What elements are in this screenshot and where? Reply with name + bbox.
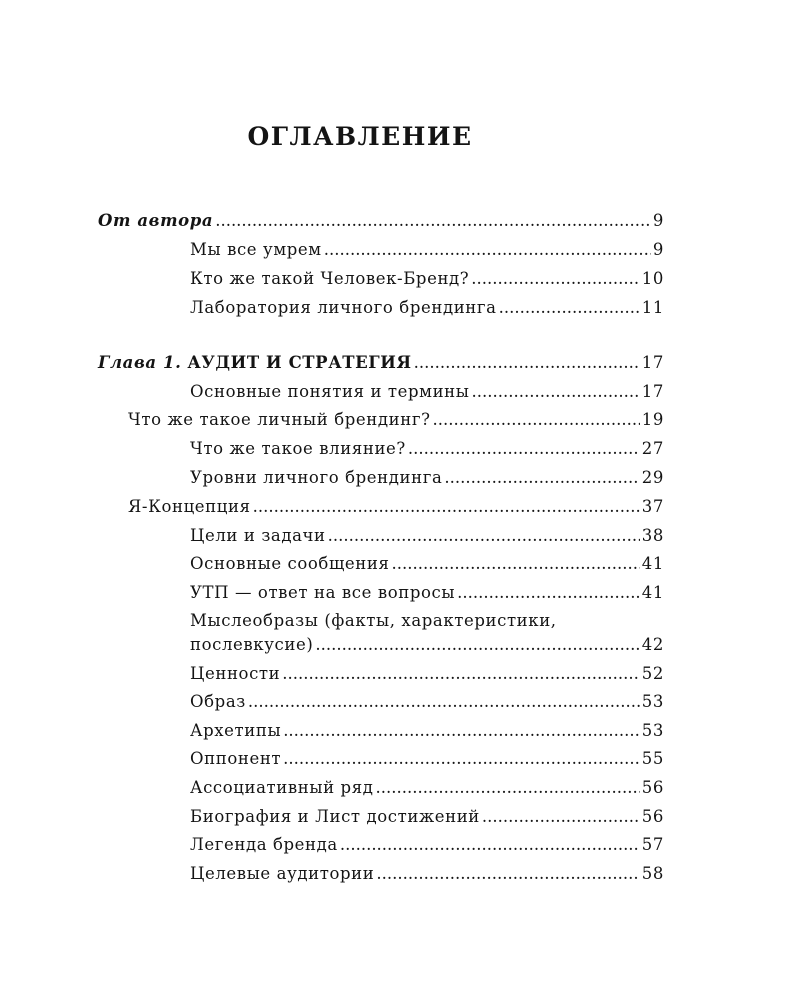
dot-leader [433,409,640,431]
toc-entry-auditorii[interactable] [190,863,664,885]
toc-entry-title: Что же такое влияние? [190,439,406,458]
toc-entry-title: Основные понятия и термины [190,382,470,401]
dot-leader [376,863,639,885]
toc-entry-osnovnye-ponyatiya[interactable] [190,381,664,403]
toc-entry-chto-vliyanie[interactable] [190,438,664,460]
dot-leader [414,352,640,374]
toc-entry-page: 29 [641,468,664,487]
toc-entry-page: 58 [641,864,664,883]
toc-entry-page: 56 [641,778,664,797]
dot-leader [471,268,640,290]
toc-entry-opponent[interactable] [190,748,664,770]
toc-entry-title: Я-Концепция [128,497,251,516]
toc-entry-title: Кто же такой Человек-Бренд? [190,269,470,288]
dot-leader [375,777,639,799]
dot-leader [253,496,640,518]
toc-entry-utp[interactable] [190,582,664,604]
toc-entry-page: 27 [641,439,664,458]
toc-entry-page: 17 [641,382,664,401]
toc-entry-page: 41 [641,554,664,573]
toc-entry-page: 42 [641,635,664,654]
toc-entry-page: 52 [641,664,664,683]
dot-leader [324,239,651,261]
toc-entry-laboratoriya[interactable] [190,297,664,319]
toc-entry-title: Лаборатория личного брендинга [190,298,497,317]
toc-entry-title: Ценности [190,664,281,683]
toc-entry-page: 57 [641,835,664,854]
dot-leader [340,834,640,856]
dot-leader [408,438,640,460]
toc-entry-glava-1[interactable] [98,352,664,374]
dot-leader [457,582,640,604]
toc-entry-my-vse-umrem[interactable] [190,239,664,261]
toc-entry-page: 41 [641,583,664,602]
toc-entry-urovni[interactable] [190,467,664,489]
dot-leader [328,525,640,547]
toc-entry-title: Образ [190,692,246,711]
toc-entry-tsennosti[interactable] [190,663,664,685]
toc-entry-soobshcheniya[interactable] [190,553,664,575]
toc-entry-title: Основные сообщения [190,554,390,573]
toc-entry-assotsiativnyi[interactable] [190,777,664,799]
toc-entry-title: Мы все умрем [190,240,322,259]
toc-entry-title [98,352,412,374]
toc-entry-title: УТП — ответ на все вопросы [190,583,456,602]
toc-entry-page: 38 [641,526,664,545]
toc-entry-page: 11 [641,298,664,317]
toc-entry-page: 10 [641,269,664,288]
toc-entry-page: 37 [641,497,664,516]
toc-entry-biografiya[interactable] [190,806,664,828]
toc-entry-page: 55 [641,749,664,768]
dot-leader [283,748,640,770]
toc-entry-chto-lichnyi[interactable] [128,409,664,431]
dot-leader [499,297,640,319]
toc-entry-title: Оппонент [190,749,282,768]
toc-entry-legenda[interactable] [190,834,664,856]
toc-entry-obraz[interactable] [190,691,664,713]
toc-entry-page: 53 [641,692,664,711]
dot-leader [248,691,640,713]
toc-entry-page: 9 [652,240,664,259]
chapter-label: Глава 1. [98,353,182,372]
toc-entry-title: Уровни личного брендинга [190,468,443,487]
dot-leader [444,467,639,489]
toc-entry-page: 53 [641,721,664,740]
toc-entry-page: 56 [641,807,664,826]
toc-entry-title: послевкусие) [190,635,314,654]
toc-entry-title: Легенда бренда [190,835,338,854]
toc-entry-ya-kontseptsiya[interactable] [128,496,664,518]
toc-entry-kto-zhe[interactable] [190,268,664,290]
toc-entry-title: Биография и Лист достижений [190,807,480,826]
dot-leader [472,381,640,403]
page-title: ОГЛАВЛЕНИЕ [247,122,473,151]
toc-entry-page: 17 [641,353,664,372]
toc-entry-page: 9 [652,211,664,230]
dot-leader [391,553,639,575]
toc-entry-ot-avtora[interactable] [98,210,664,232]
dot-leader [215,210,651,232]
toc-entry-title: Архетипы [190,721,282,740]
dot-leader [283,720,640,742]
toc-entry-title: От автора [98,211,214,230]
toc-entry-tseli[interactable] [190,525,664,547]
toc-entry-mysleobrazy[interactable] [190,634,664,656]
toc-entry-page: 19 [641,410,664,429]
toc-entry-arkhetipy[interactable] [190,720,664,742]
toc-entry-title: Цели и задачи [190,526,326,545]
toc-entry-title: Ассоциативный ряд [190,778,374,797]
chapter-title: АУДИТ И СТРАТЕГИЯ [187,353,412,372]
dot-leader [482,806,640,828]
toc-entry-title: Что же такое личный брендинг? [128,410,431,429]
toc-entry-title: Целевые аудитории [190,864,375,883]
dot-leader [282,663,640,685]
dot-leader [315,634,639,656]
toc-entry-mysleobrazy-line1[interactable]: Мыслеобразы (факты, характеристики, [190,611,557,630]
